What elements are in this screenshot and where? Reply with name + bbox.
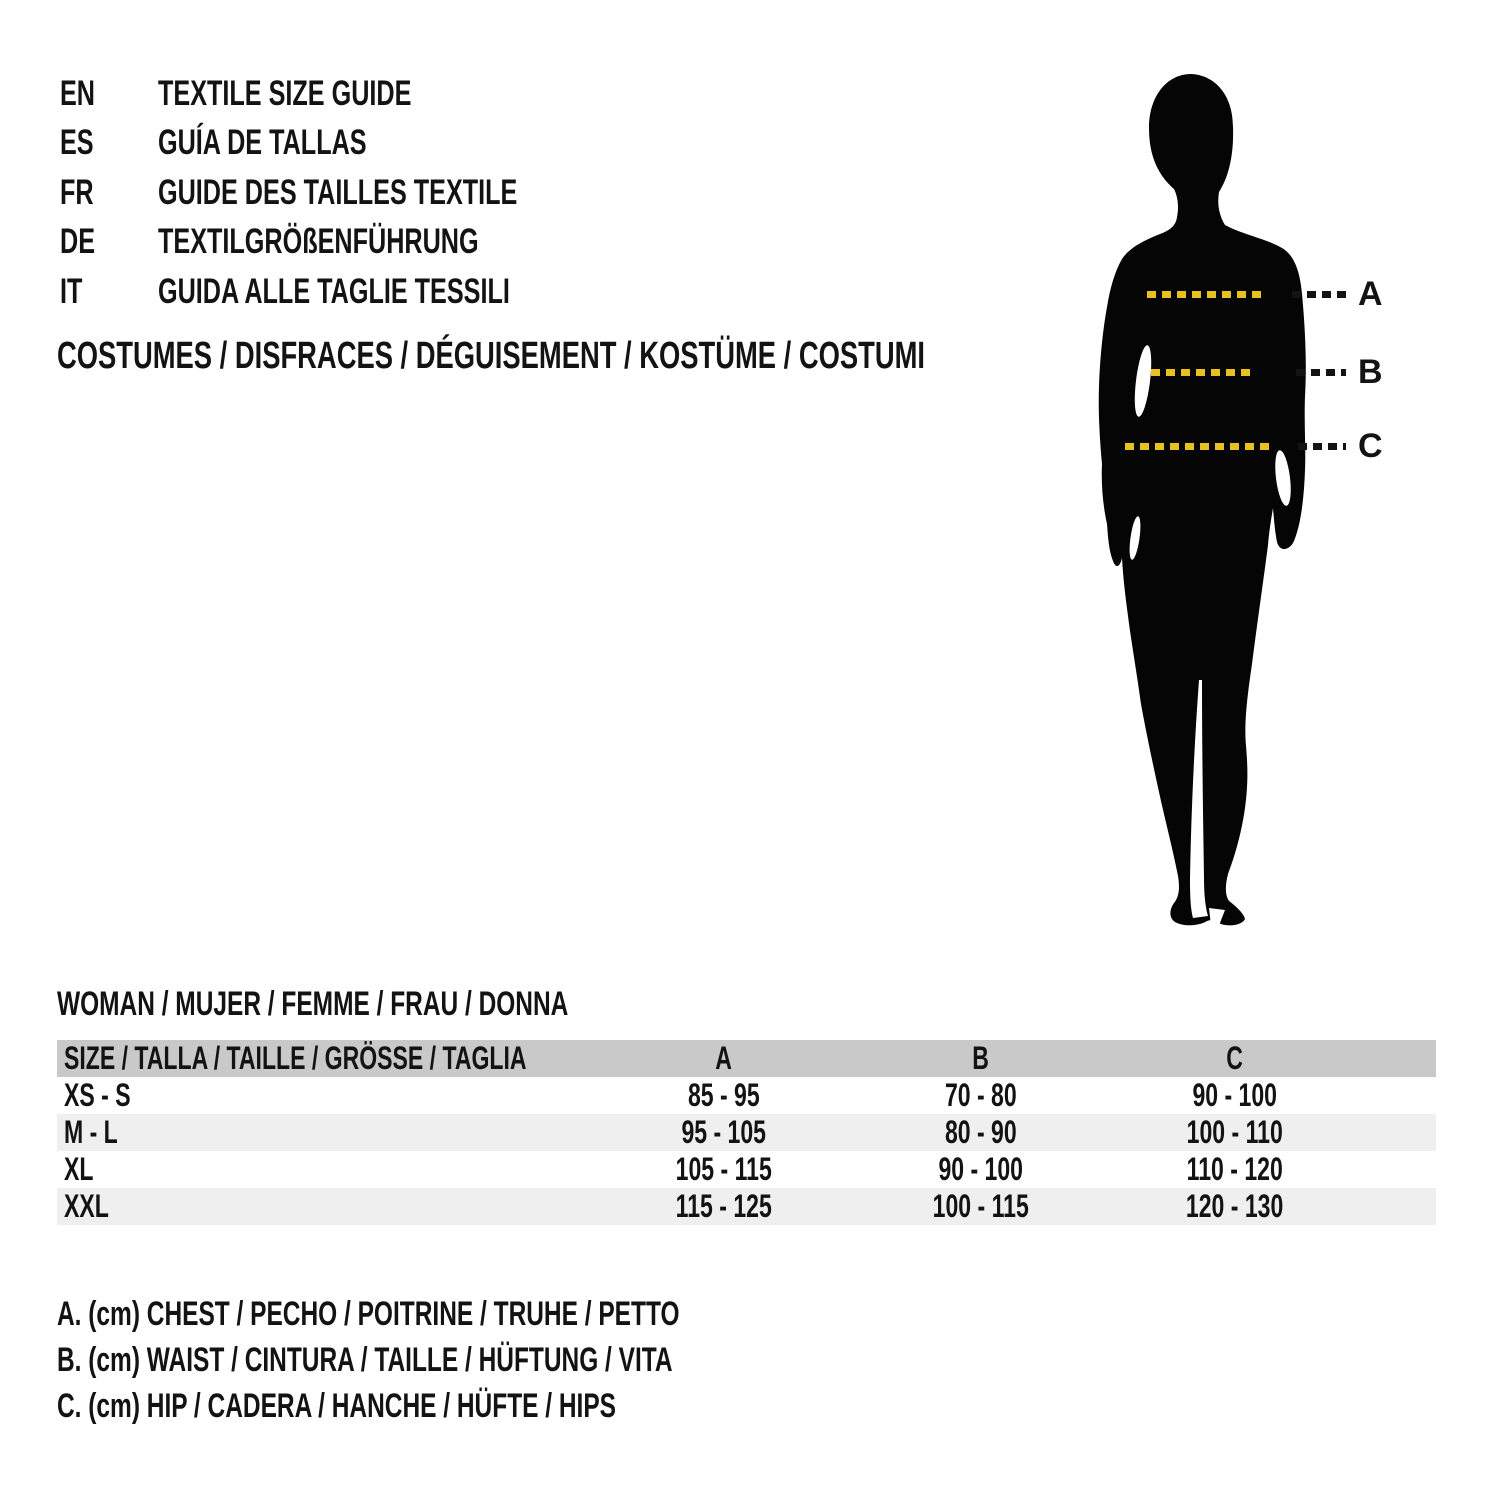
waist-line-callout-dashes bbox=[1296, 369, 1346, 376]
hip-cell: 110 - 120 bbox=[1186, 1151, 1284, 1187]
waist-line-body-dashes bbox=[1151, 369, 1256, 376]
chest-cell: 95 - 105 bbox=[681, 1114, 766, 1150]
size-column-header: SIZE / TALLA / TAILLE / GRÖSSE / TAGLIA bbox=[64, 1040, 527, 1076]
category-title: COSTUMES / DISFRACES / DÉGUISEMENT / KOSTÜME / COSTUMI bbox=[57, 335, 925, 377]
hip-line-callout-dashes bbox=[1298, 443, 1346, 450]
hip-cell: 100 - 110 bbox=[1186, 1114, 1284, 1150]
waist-cell: 80 - 90 bbox=[944, 1114, 1017, 1150]
size-cell: XL bbox=[64, 1151, 94, 1187]
language-code-de: DE bbox=[60, 222, 96, 262]
legend-waist: B. (cm) WAIST / CINTURA / TAILLE / HÜFTUNG / VITA bbox=[57, 1340, 673, 1379]
table-row-xl bbox=[57, 1151, 1436, 1188]
legend-hip: C. (cm) HIP / CADERA / HANCHE / HÜFTE / HIPS bbox=[57, 1386, 617, 1425]
woman-silhouette-icon bbox=[1078, 68, 1418, 928]
table-row-xxl bbox=[57, 1188, 1436, 1225]
waist-cell: 70 - 80 bbox=[944, 1077, 1017, 1113]
column-header-a: A bbox=[715, 1040, 732, 1076]
size-cell: M - L bbox=[64, 1114, 118, 1150]
size-cell: XS - S bbox=[64, 1077, 131, 1113]
table-row-xs-s bbox=[57, 1077, 1436, 1114]
chest-cell: 115 - 125 bbox=[675, 1188, 772, 1224]
marker-a-label: A bbox=[1358, 275, 1383, 313]
column-header-c: C bbox=[1226, 1040, 1244, 1076]
chest-cell: 85 - 95 bbox=[687, 1077, 760, 1113]
hip-line-body-dashes bbox=[1125, 443, 1272, 450]
legend-chest: A. (cm) CHEST / PECHO / POITRINE / TRUHE / PETTO bbox=[57, 1294, 680, 1333]
language-title-fr: GUIDE DES TAILLES TEXTILE bbox=[158, 172, 518, 212]
measurement-legend bbox=[57, 1291, 922, 1429]
size-table bbox=[57, 1040, 1436, 1225]
chest-line-body-dashes bbox=[1147, 291, 1262, 298]
chest-cell: 105 - 115 bbox=[675, 1151, 772, 1187]
language-title-de: TEXTILGRÖßENFÜHRUNG bbox=[158, 222, 479, 262]
language-title-it: GUIDA ALLE TAGLIE TESSILI bbox=[158, 271, 510, 311]
hip-cell: 90 - 100 bbox=[1192, 1077, 1278, 1113]
column-header-b: B bbox=[972, 1040, 989, 1076]
marker-c-label: C bbox=[1358, 427, 1383, 465]
marker-b-label: B bbox=[1358, 353, 1383, 391]
gender-section-heading: WOMAN / MUJER / FEMME / FRAU / DONNA bbox=[57, 985, 569, 1023]
language-code-fr: FR bbox=[60, 172, 94, 212]
size-cell: XXL bbox=[64, 1188, 109, 1224]
size-table-header-row bbox=[57, 1040, 1436, 1077]
language-code-es: ES bbox=[60, 123, 94, 163]
table-row-m-l bbox=[57, 1114, 1436, 1151]
chest-line-callout-dashes bbox=[1292, 291, 1346, 298]
language-code-en: EN bbox=[60, 73, 96, 113]
hip-cell: 120 - 130 bbox=[1186, 1188, 1284, 1224]
language-title-en: TEXTILE SIZE GUIDE bbox=[158, 73, 412, 113]
waist-cell: 100 - 115 bbox=[932, 1188, 1029, 1224]
language-code-it: IT bbox=[60, 271, 83, 311]
language-title-es: GUÍA DE TALLAS bbox=[158, 123, 367, 163]
waist-cell: 90 - 100 bbox=[938, 1151, 1023, 1187]
